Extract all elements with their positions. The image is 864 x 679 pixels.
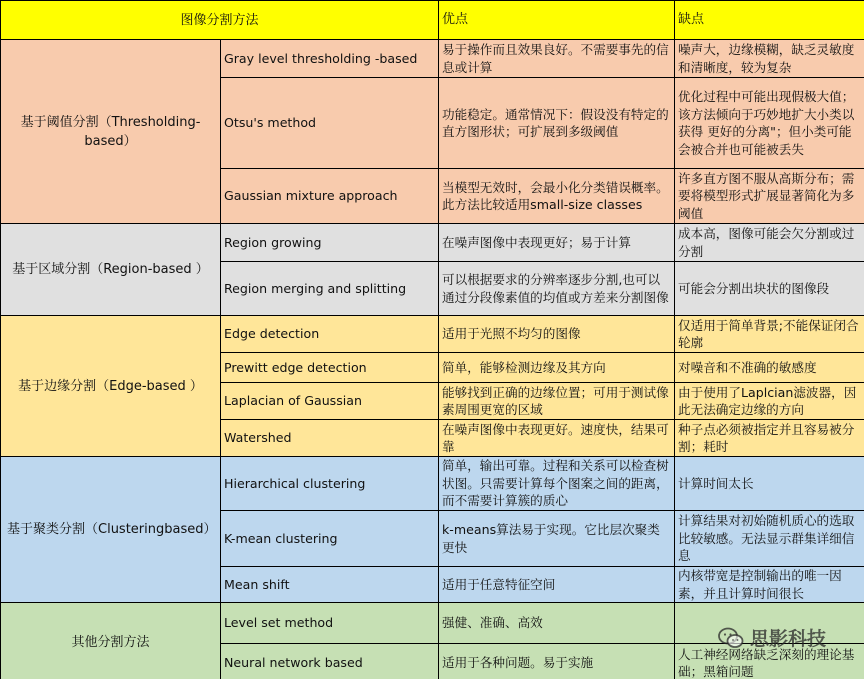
cons-cell: 人工神经网络缺乏深刻的理论基础；黑箱问题: [675, 644, 864, 679]
pros-cell: 在噪声图像中表现更好。速度快，结果可靠: [439, 420, 675, 457]
table-row: [1, 316, 864, 353]
cons-cell: 内核带宽是控制输出的唯一因素，并且计算时间很长: [675, 567, 864, 603]
pros-cell: 适用于各种问题。易于实施: [439, 644, 675, 679]
pros-cell: 在噪声图像中表现更好；易于计算: [439, 224, 675, 262]
pros-cell: 易于操作而且效果良好。不需要事先的信息或计算: [439, 40, 675, 78]
category-thresholding: 基于阈值分割（Thresholding-based）: [1, 40, 221, 224]
method-cell: K-mean clustering: [221, 511, 439, 567]
method-cell: Watershed: [221, 420, 439, 457]
method-cell: Edge detection: [221, 316, 439, 353]
cons-cell: 可能会分割出块状的图像段: [675, 262, 864, 316]
cons-cell: 优化过程中可能出现假极大值；该方法倾向于巧妙地扩大小类以获得 更好的分离"；但小类可能会被合并也可能被丢失: [675, 78, 864, 169]
method-cell: Level set method: [221, 603, 439, 644]
watermark-text: 思影科技: [750, 628, 827, 650]
method-cell: Region growing: [221, 224, 439, 262]
method-cell: Prewitt edge detection: [221, 353, 439, 383]
method-cell: Otsu's method: [221, 78, 439, 169]
table-row: [1, 603, 864, 644]
cons-cell: 由于使用了Laplcian滤波器，因此无法确定边缘的方向: [675, 383, 864, 420]
method-cell: Laplacian of Gaussian: [221, 383, 439, 420]
pros-cell: 强健、准确、高效: [439, 603, 675, 644]
category-region: 基于区域分割（Region-based ）: [1, 224, 221, 316]
category-edge: 基于边缘分割（Edge-based ）: [1, 316, 221, 457]
cons-cell: 计算时间太长: [675, 457, 864, 511]
method-cell: Neural network based: [221, 644, 439, 679]
table-row: [1, 457, 864, 511]
cons-cell: [675, 603, 864, 644]
table-row: [1, 40, 864, 78]
pros-cell: 能够找到正确的边缘位置；可用于测试像素周围更宽的区域: [439, 383, 675, 420]
category-clustering: 基于聚类分割（Clusteringbased）: [1, 457, 221, 603]
cons-cell: 仅适用于简单背景;不能保证闭合轮廓: [675, 316, 864, 353]
pros-cell: k-means算法易于实现。它比层次聚类更快: [439, 511, 675, 567]
cons-cell: 成本高，图像可能会欠分割或过分割: [675, 224, 864, 262]
pros-cell: 简单，输出可靠。过程和关系可以检查树状图。只需要计算每个图案之间的距离，而不需要计算簇的质心: [439, 457, 675, 511]
cons-cell: 对噪音和不准确的敏感度: [675, 353, 864, 383]
header-cons: 缺点: [675, 1, 864, 40]
pros-cell: 简单，能够检测边缘及其方向: [439, 353, 675, 383]
cons-cell: 种子点必须被指定并且容易被分割；耗时: [675, 420, 864, 457]
table-row: [1, 224, 864, 262]
table-header-row: [1, 1, 864, 40]
pros-cell: 适用于光照不均匀的图像: [439, 316, 675, 353]
pros-cell: 当模型无效时，会最小化分类错误概率。此方法比较适用small-size classes: [439, 169, 675, 224]
method-cell: Mean shift: [221, 567, 439, 603]
pros-cell: 适用于任意特征空间: [439, 567, 675, 603]
pros-cell: 可以根据要求的分辨率逐步分割,也可以通过分段像素值的均值或方差来分割图像: [439, 262, 675, 316]
method-cell: Gaussian mixture approach: [221, 169, 439, 224]
pros-cell: 功能稳定。通常情况下：假设没有特定的直方图形状；可扩展到多级阈值: [439, 78, 675, 169]
method-cell: Hierarchical clustering: [221, 457, 439, 511]
method-cell: Gray level thresholding -based: [221, 40, 439, 78]
cons-cell: 计算结果对初始随机质心的选取比较敏感。无法显示群集详细信息: [675, 511, 864, 567]
category-other: 其他分割方法: [1, 603, 221, 679]
header-method: 图像分割方法: [1, 1, 439, 40]
cons-cell: 许多直方图不服从高斯分布；需要将模型形式扩展显著简化为多阈值: [675, 169, 864, 224]
method-cell: Region merging and splitting: [221, 262, 439, 316]
header-pros: 优点: [439, 1, 675, 40]
cons-cell: 噪声大，边缘模糊，缺乏灵敏度和清晰度，较为复杂: [675, 40, 864, 78]
